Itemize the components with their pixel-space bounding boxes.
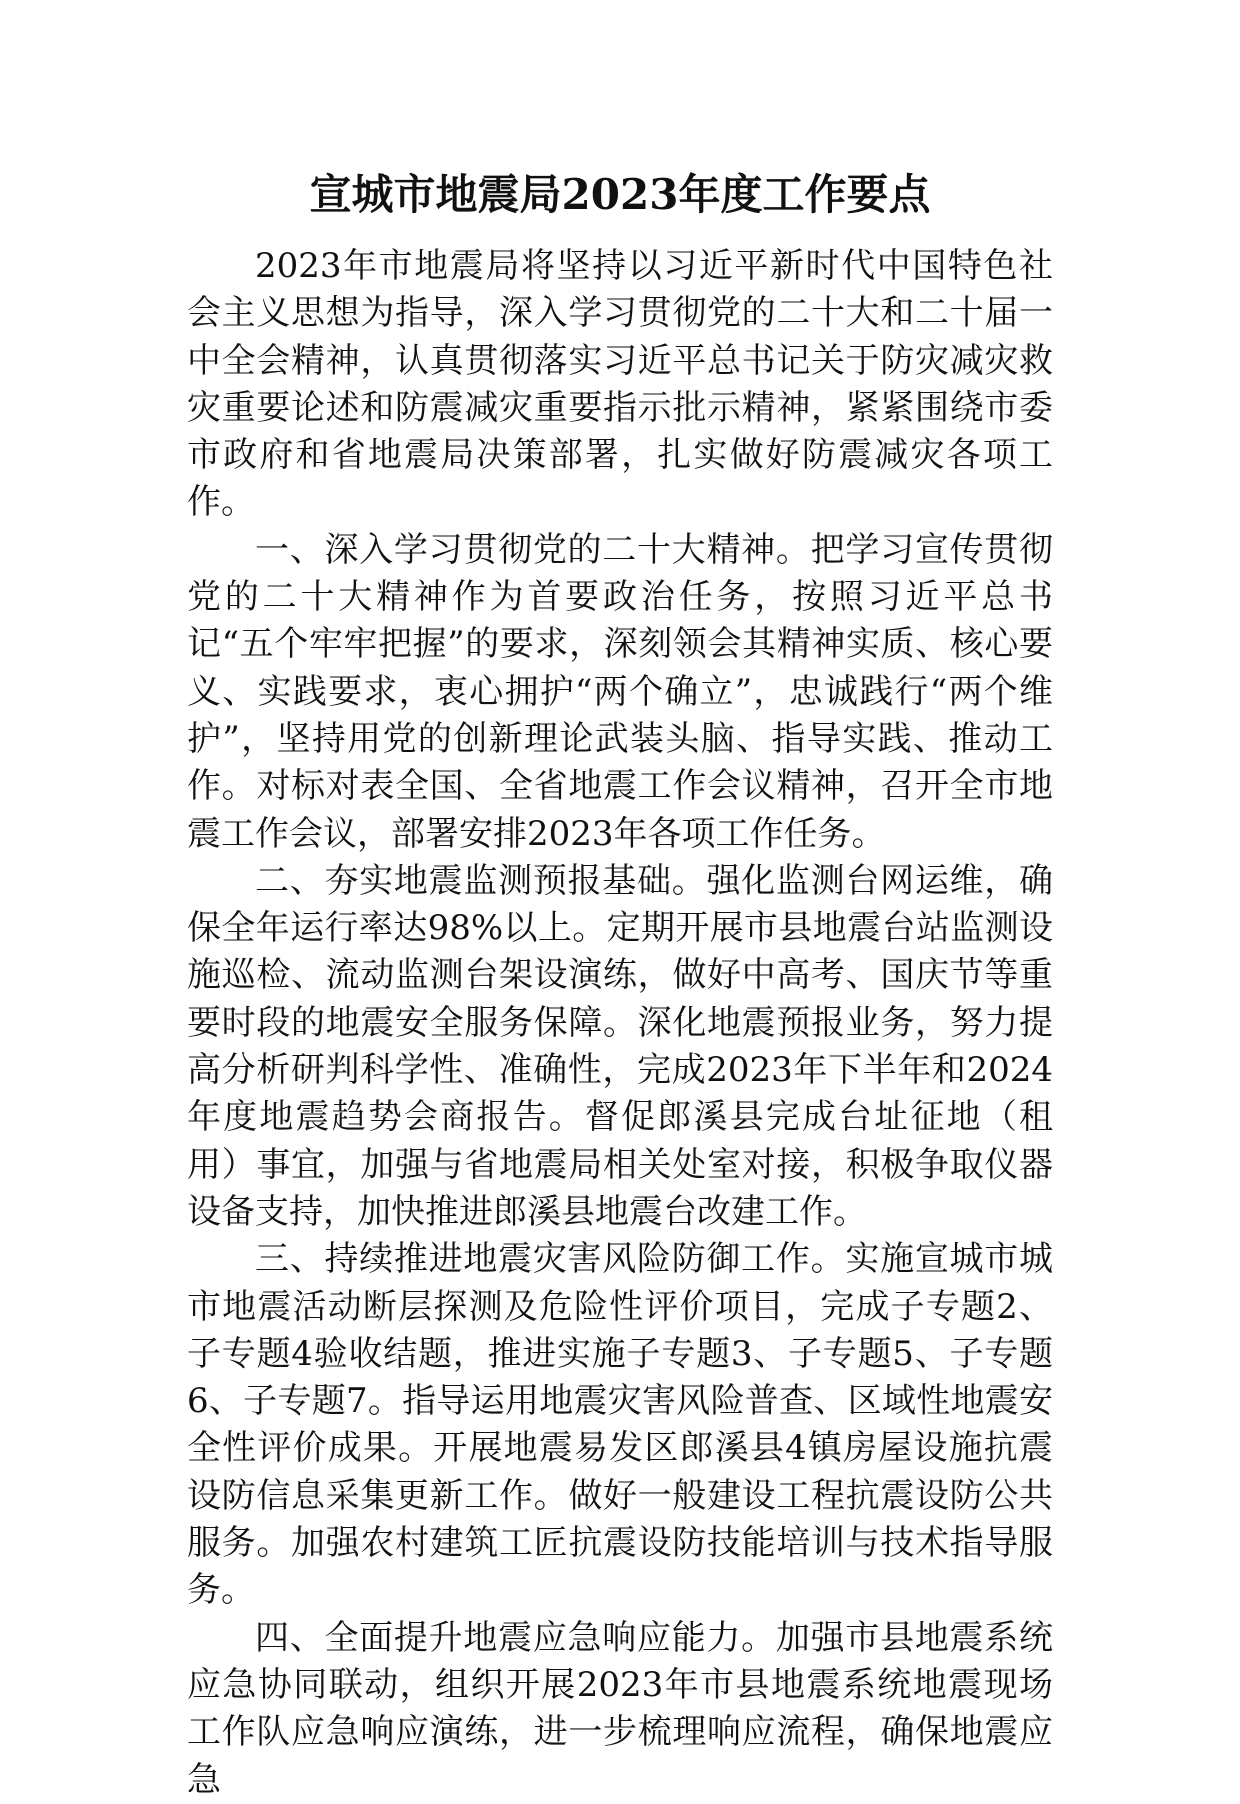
document-title: 宣城市地震局2023年度工作要点 (309, 170, 931, 219)
paragraph-intro: 2023年市地震局将坚持以习近平新时代中国特色社会主义思想为指导，深入学习贯彻党的二十大和二十届一中全会精神，认真贯彻落实习近平总书记关于防灾减灾救灾重要论述和防震减灾重要指示批示精神，紧紧围绕市委市政府和省地震局决策部署，扎实做好防震减灾各项工作。 (187, 246, 1053, 523)
paragraph-section-2: 二、夯实地震监测预报基础。强化监测台网运维，确保全年运行率达98%以上。定期开展市县地震台站监测设施巡检、流动监测台架设演练，做好中高考、国庆节等重要时段的地震安全服务保障。深化地震预报业务，努力提高分析研判科学性、准确性，完成2023年下半年和2024年度地震趋势会商报告。督促郎溪县完成台址征地（租用）事宜，加强与省地震局相关处室对接，积极争取仪器设备支持，加快推进郎溪县地震台改建工作。 (187, 860, 1053, 1232)
paragraph-section-1: 一、深入学习贯彻党的二十大精神。把学习宣传贯彻党的二十大精神作为首要政治任务，按照习近平总书记“五个牢牢把握”的要求，深刻领会其精神实质、核心要义、实践要求，衷心拥护“两个确立”，忠诚践行“两个维护”，坚持用党的创新理论武装头脑、指导实践、推动工作。对标对表全国、全省地震工作会议精神，召开全市地震工作会议，部署安排2023年各项工作任务。 (187, 529, 1053, 854)
document-body (187, 243, 1053, 1804)
paragraph-section-4: 四、全面提升地震应急响应能力。加强市县地震系统应急协同联动，组织开展2023年市县地震系统地震现场工作队应急响应演练，进一步梳理响应流程，确保地震应急 (187, 1617, 1053, 1800)
paragraph-section-3: 三、持续推进地震灾害风险防御工作。实施宣城市城市地震活动断层探测及危险性评价项目，完成子专题2、子专题4验收结题，推进实施子专题3、子专题5、子专题6、子专题7。指导运用地震灾害风险普查、区域性地震安全性评价成果。开展地震易发区郎溪县4镇房屋设施抗震设防信息采集更新工作。做好一般建设工程抗震设防公共服务。加强农村建筑工匠抗震设防技能培训与技术指导服务。 (187, 1239, 1053, 1611)
